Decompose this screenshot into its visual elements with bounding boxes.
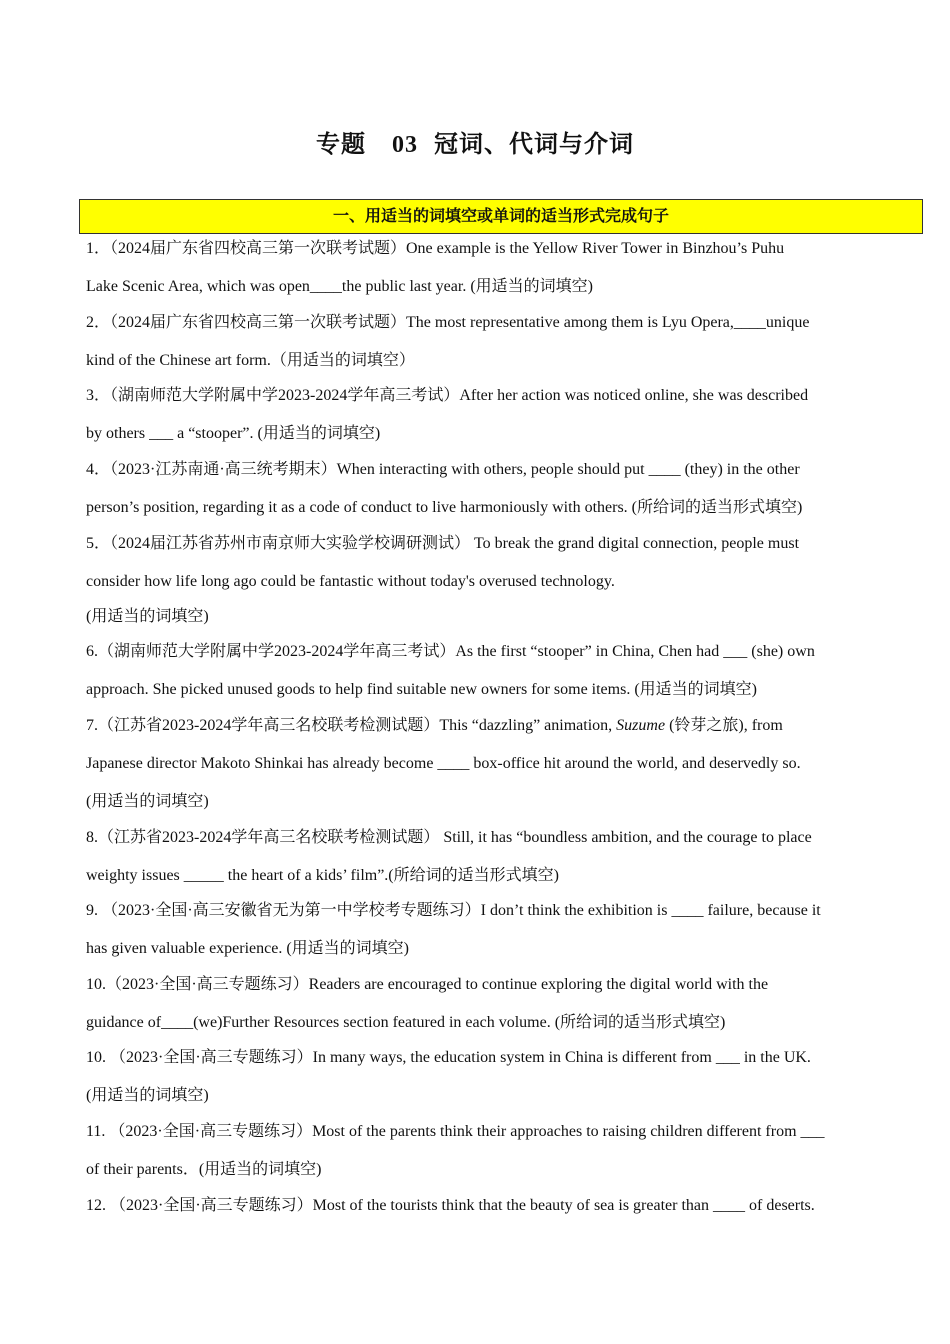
question-8-line-1: 8.（江苏省2023-2024学年高三名校联考检测试题） Still, it has “boundless ambition, and the courage to place: [86, 829, 812, 846]
question-7-film-title: Suzume: [616, 717, 666, 734]
question-10b-line-2: (用适当的词填空): [86, 1087, 209, 1104]
question-2-line-2: kind of the Chinese art form.（用适当的词填空）: [86, 352, 415, 369]
question-5-line-1: 5．（2024届江苏省苏州市南京师大实验学校调研测试） To break the grand digital connection, people must: [86, 535, 800, 552]
question-7-line-1: [86, 707, 871, 745]
question-10a-line-2: guidance of____(we)Further Resources section featured in each volume. (所给词的适当形式填空): [86, 1014, 726, 1031]
question-7-line-2: Japanese director Makoto Shinkai has already become ____ box-office hit around the world, and deservedly so.: [86, 755, 801, 772]
question-1-line-2: Lake Scenic Area, which was open____the public last year. (用适当的词填空): [86, 278, 593, 295]
question-7-text-a: 7.（江苏省2023-2024学年高三名校联考检测试题）This “dazzling” animation,: [86, 717, 617, 734]
question-3-line-2: by others ___ a “stooper”. (用适当的词填空): [86, 425, 381, 442]
question-10a-line-1: 10.（2023·全国·高三专题练习）Readers are encouraged to continue exploring the digital world with the: [86, 976, 769, 993]
question-3-line-1: 3．（湖南师范大学附属中学2023-2024学年高三考试）After her action was noticed online, she was described: [86, 387, 809, 404]
title-number: 03: [392, 132, 418, 158]
question-6-line-2: approach. She picked unused goods to help find suitable new owners for some items. (用适当的词填空): [86, 681, 757, 698]
title-prefix: 专题: [316, 132, 366, 158]
question-8-line-2: weighty issues _____ the heart of a kids’ film”.(所给词的适当形式填空): [86, 867, 559, 884]
question-4-line-2: person’s position, regarding it as a code of conduct to live harmoniously with others. (所给词的适当形式填空): [86, 499, 803, 516]
question-11-line-2: of their parents．(用适当的词填空): [86, 1161, 322, 1178]
question-12-line-1: 12. （2023·全国·高三专题练习）Most of the tourists think that the beauty of sea is greater than ____ of deserts.: [86, 1197, 815, 1214]
section-header: 一、用适当的词填空或单词的适当形式完成句子: [79, 199, 923, 234]
question-10b-line-1: 10. （2023·全国·高三专题练习）In many ways, the education system in China is different from ___ in the UK.: [86, 1049, 811, 1066]
question-9-line-2: has given valuable experience. (用适当的词填空): [86, 940, 410, 957]
question-2-line-1: 2．（2024届广东省四校高三第一次联考试题）The most representative among them is Lyu Opera,____unique: [86, 314, 810, 331]
question-4-line-1: 4．（2023·江苏南通·高三统考期末）When interacting with others, people should put ____ (they) in the other: [86, 461, 800, 478]
question-5-line-2: consider how life long ago could be fantastic without today's overused technology.: [86, 573, 615, 590]
question-7-line-3: (用适当的词填空): [86, 793, 209, 810]
page-title: [0, 124, 950, 159]
question-7-text-b: (铃芽之旅), from: [665, 717, 783, 734]
question-9-line-1: 9. （2023·全国·高三安徽省无为第一中学校考专题练习）I don’t think the exhibition is ____ failure, because it: [86, 902, 821, 919]
question-6-line-1: 6.（湖南师范大学附属中学2023-2024学年高三考试）As the first “stooper” in China, Chen had ___ (she) own: [86, 643, 815, 660]
question-1-line-1: 1．（2024届广东省四校高三第一次联考试题）One example is the Yellow River Tower in Binzhou’s Puhu: [86, 240, 785, 257]
title-topic: 冠词、代词与介词: [434, 132, 634, 158]
question-5-line-3: (用适当的词填空): [86, 608, 209, 625]
question-11-line-1: 11. （2023·全国·高三专题练习）Most of the parents think their approaches to raising children different from ___: [86, 1123, 825, 1140]
